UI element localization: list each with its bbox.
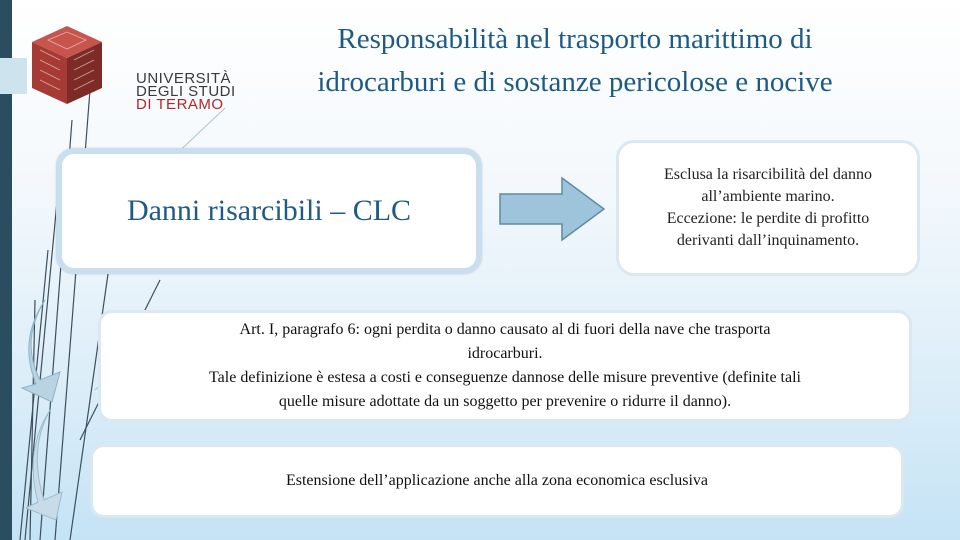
article-definition-box bbox=[98, 310, 912, 422]
exclusion-line-3: Eccezione: le perdite di profitto bbox=[666, 210, 870, 227]
left-accent-chip bbox=[0, 58, 27, 94]
main-topic-box bbox=[56, 148, 482, 274]
slide-title bbox=[230, 18, 920, 104]
article-line-3: Tale definizione è estesa a costi e conseguenze dannose delle misure preventive (definite tali bbox=[209, 369, 801, 386]
article-line-2: idrocarburi. bbox=[467, 345, 543, 362]
article-text bbox=[209, 318, 801, 414]
main-topic-label: Danni risarcibili – CLC bbox=[126, 194, 412, 227]
exclusion-line-4: derivanti dall’inquinamento. bbox=[676, 232, 860, 249]
slide-title-line-2: idrocarburi e di sostanze pericolose e nocive bbox=[317, 66, 833, 98]
logo-wordmark bbox=[136, 72, 236, 111]
exclusion-text bbox=[664, 164, 872, 252]
right-arrow-icon bbox=[498, 176, 606, 242]
article-line-4: quelle misure adottate da un soggetto per prevenire o ridurre il danno). bbox=[278, 393, 732, 410]
curved-arrow-shape-2 bbox=[26, 410, 62, 520]
exclusion-line-1: Esclusa la risarcibilità del danno bbox=[664, 166, 872, 183]
article-line-1: Art. I, paragrafo 6: ogni perdita o danno causato al di fuori della nave che trasporta bbox=[239, 321, 771, 338]
logo-line-1: UNIVERSITÀ bbox=[136, 70, 232, 87]
extension-box bbox=[90, 444, 904, 518]
logo-line-2: DEGLI STUDI bbox=[136, 83, 236, 100]
logo-cube-emblem bbox=[28, 22, 106, 108]
slide-title-line-1: Responsabilità nel trasporto marittimo di bbox=[337, 23, 813, 55]
logo-line-3: DI TERAMO bbox=[136, 96, 224, 113]
exclusion-box bbox=[616, 140, 920, 276]
curved-arrow-shape bbox=[22, 300, 60, 402]
university-logo bbox=[28, 22, 236, 113]
exclusion-line-2: all’ambiente marino. bbox=[701, 188, 835, 205]
extension-text: Estensione dell’applicazione anche alla zona economica esclusiva bbox=[285, 472, 709, 489]
